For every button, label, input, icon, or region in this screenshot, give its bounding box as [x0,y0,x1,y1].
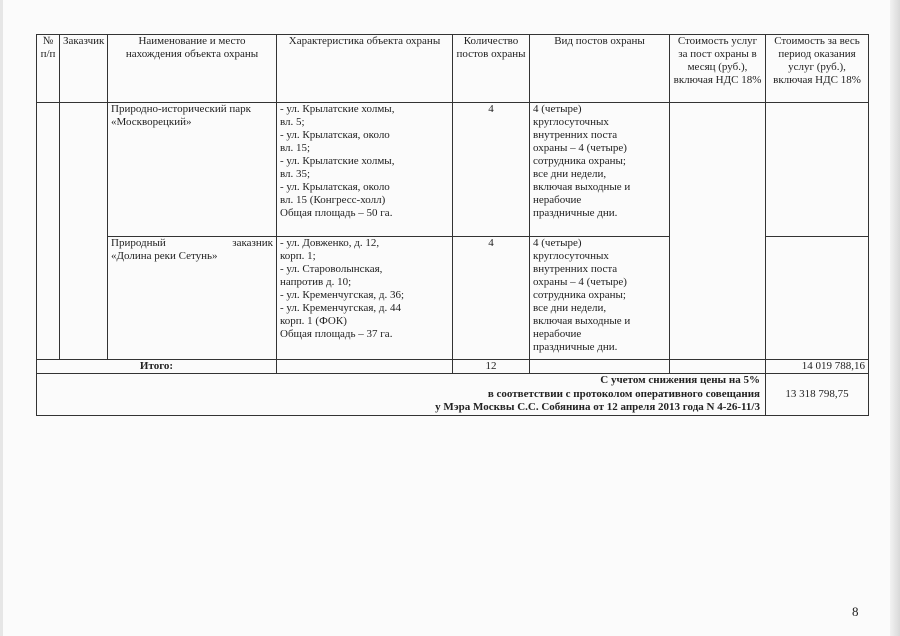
characteristic-line: корп. 1 (ФОК) [280,315,347,327]
post-type-line: сотрудника охраны; [533,155,626,167]
characteristic-cell [277,237,453,360]
post-type-line: праздничные дни. [533,341,618,353]
header-posts-count: Количество постов охраны [453,35,530,103]
characteristic-line: - ул. Крылатская, около [280,129,390,141]
page-number: 8 [852,604,859,619]
table-row [37,103,869,237]
discount-row [37,374,869,416]
characteristic-line: напротив д. 10; [280,276,352,288]
object-name-cell [108,237,277,360]
total-empty-cell [670,360,766,374]
header-object-name: Наименование и место нахождения объекта охраны [108,35,277,103]
total-row [37,360,869,374]
cost-total-cell [766,237,869,360]
post-type-line: нерабочие [533,328,582,340]
characteristic-line: Общая площадь – 37 га. [280,328,393,340]
characteristic-line: вл. 35; [280,168,311,180]
header-customer: Заказчик [60,35,108,103]
post-type-line: все дни недели, [533,302,607,314]
discount-note-line: С учетом снижения цены на 5% [600,374,760,386]
discount-note-line: в соответствии с протоколом оперативного совещания [487,387,760,400]
page-edge [0,0,3,636]
total-empty-cell [530,360,670,374]
security-services-table [36,34,869,416]
post-type-line: праздничные дни. [533,207,618,219]
post-type-line: нерабочие [533,194,582,206]
post-type-line: круглосуточных [533,250,609,262]
total-sum: 14 019 788,16 [766,360,869,374]
post-type-line: охраны – 4 (четыре) [533,142,627,154]
post-type-line: сотрудника охраны; [533,289,626,301]
total-label: Итого: [37,360,277,374]
characteristic-line: - ул. Крылатская, около [280,181,390,193]
object-name-word: Природный [111,237,166,249]
cost-month-cell [670,103,766,360]
discount-note [37,374,766,416]
posts-count-cell: 4 [453,237,530,360]
post-type-line: внутренних поста [533,129,618,141]
characteristic-line: вл. 15; [280,142,311,154]
characteristic-line: - ул. Довженко, д. 12, [280,237,380,249]
posts-count-cell: 4 [453,103,530,237]
customer-cell [60,103,108,360]
post-type-line: включая выходные и [533,315,631,327]
header-characteristic: Характеристика объекта охраны [277,35,453,103]
object-name-first-line [111,237,273,250]
characteristic-line: вл. 5; [280,116,305,128]
characteristic-line: вл. 15 (Конгресс-холл) [280,194,386,206]
characteristic-cell [277,103,453,237]
characteristic-line: корп. 1; [280,250,316,262]
num-cell [37,103,60,360]
cost-total-cell [766,103,869,237]
characteristic-line: Общая площадь – 50 га. [280,207,393,219]
characteristic-line: - ул. Кременчугская, д. 44 [280,302,402,314]
post-type-line: все дни недели, [533,168,607,180]
characteristic-line: - ул. Староволынская, [280,263,383,275]
post-type-line: 4 (четыре) [533,103,582,115]
total-posts: 12 [453,360,530,374]
header-cost-month: Стоимость услуг за пост охраны в месяц (руб.), включая НДС 18% [670,35,766,103]
header-num: № п/п [37,35,60,103]
post-type-line: внутренних поста [533,263,618,275]
characteristic-line: - ул. Крылатские холмы, [280,103,395,115]
object-name-second-line: «Долина реки Сетунь» [111,250,218,262]
characteristic-line: - ул. Кременчугская, д. 36; [280,289,405,301]
discount-note-line: у Мэра Москвы С.С. Собянина от 12 апреля 2013 года N 4-26-11/3 [435,401,760,413]
post-type-line: круглосуточных [533,116,609,128]
header-post-type: Вид постов охраны [530,35,670,103]
discount-sum: 13 318 798,75 [766,374,869,416]
post-type-cell [530,103,670,237]
header-row [37,35,869,103]
page-shadow [890,0,900,636]
total-empty-cell [277,360,453,374]
header-cost-total: Стоимость за весь период оказания услуг (руб.), включая НДС 18% [766,35,869,103]
post-type-line: 4 (четыре) [533,237,582,249]
post-type-line: охраны – 4 (четыре) [533,276,627,288]
object-name-word: заказник [232,237,273,249]
post-type-line: включая выходные и [533,181,631,193]
post-type-cell [530,237,670,360]
object-name-cell: Природно-исторический парк «Москворецкий» [108,103,277,237]
characteristic-line: - ул. Крылатские холмы, [280,155,395,167]
